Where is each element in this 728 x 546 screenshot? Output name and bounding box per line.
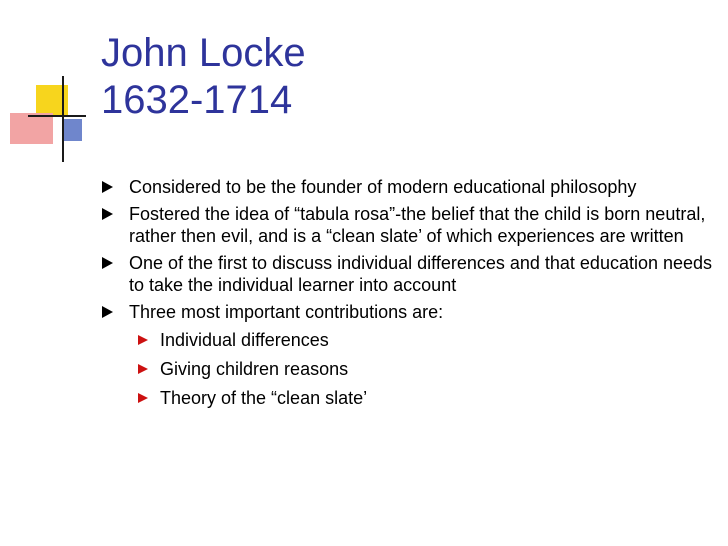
bullet-item [99, 203, 714, 247]
bullet-item [99, 176, 714, 198]
sub-bullet-arrow-icon [138, 393, 148, 403]
sub-bullet-arrow-icon [138, 364, 148, 374]
bullet-text: One of the first to discuss individual differences and that education needs to take the individual learner into account [129, 253, 713, 295]
title-dates: 1632-1714 [101, 78, 293, 122]
sub-bullet-item [129, 329, 714, 351]
sub-bullet-item [129, 387, 714, 409]
bullet-item [99, 252, 714, 296]
bullet-arrow-icon [102, 181, 113, 193]
title-name: John Locke [101, 31, 306, 75]
decorative-pink-square [10, 113, 53, 144]
bullet-list [99, 176, 714, 416]
slide-title [101, 30, 306, 124]
sub-bullet-list [129, 329, 714, 409]
decorative-vertical-line [62, 76, 64, 162]
bullet-text: Three most important contributions are: [129, 302, 444, 322]
sub-bullet-text: Theory of the “clean slate’ [160, 388, 368, 408]
decorative-blue-square [64, 119, 82, 141]
bullet-text: Fostered the idea of “tabula rosa”-the belief that the child is born neutral, rather then evil, and is a “clean slate’ of which experiences are written [129, 204, 706, 246]
sub-bullet-item [129, 358, 714, 380]
bullet-arrow-icon [102, 306, 113, 318]
bullet-arrow-icon [102, 257, 113, 269]
sub-bullet-text: Giving children reasons [160, 359, 349, 379]
bullet-text: Considered to be the founder of modern educational philosophy [129, 177, 637, 197]
sub-bullet-text: Individual differences [160, 330, 329, 350]
bullet-arrow-icon [102, 208, 113, 220]
decorative-horizontal-line [28, 115, 86, 117]
sub-bullet-arrow-icon [138, 335, 148, 345]
bullet-item [99, 301, 714, 409]
